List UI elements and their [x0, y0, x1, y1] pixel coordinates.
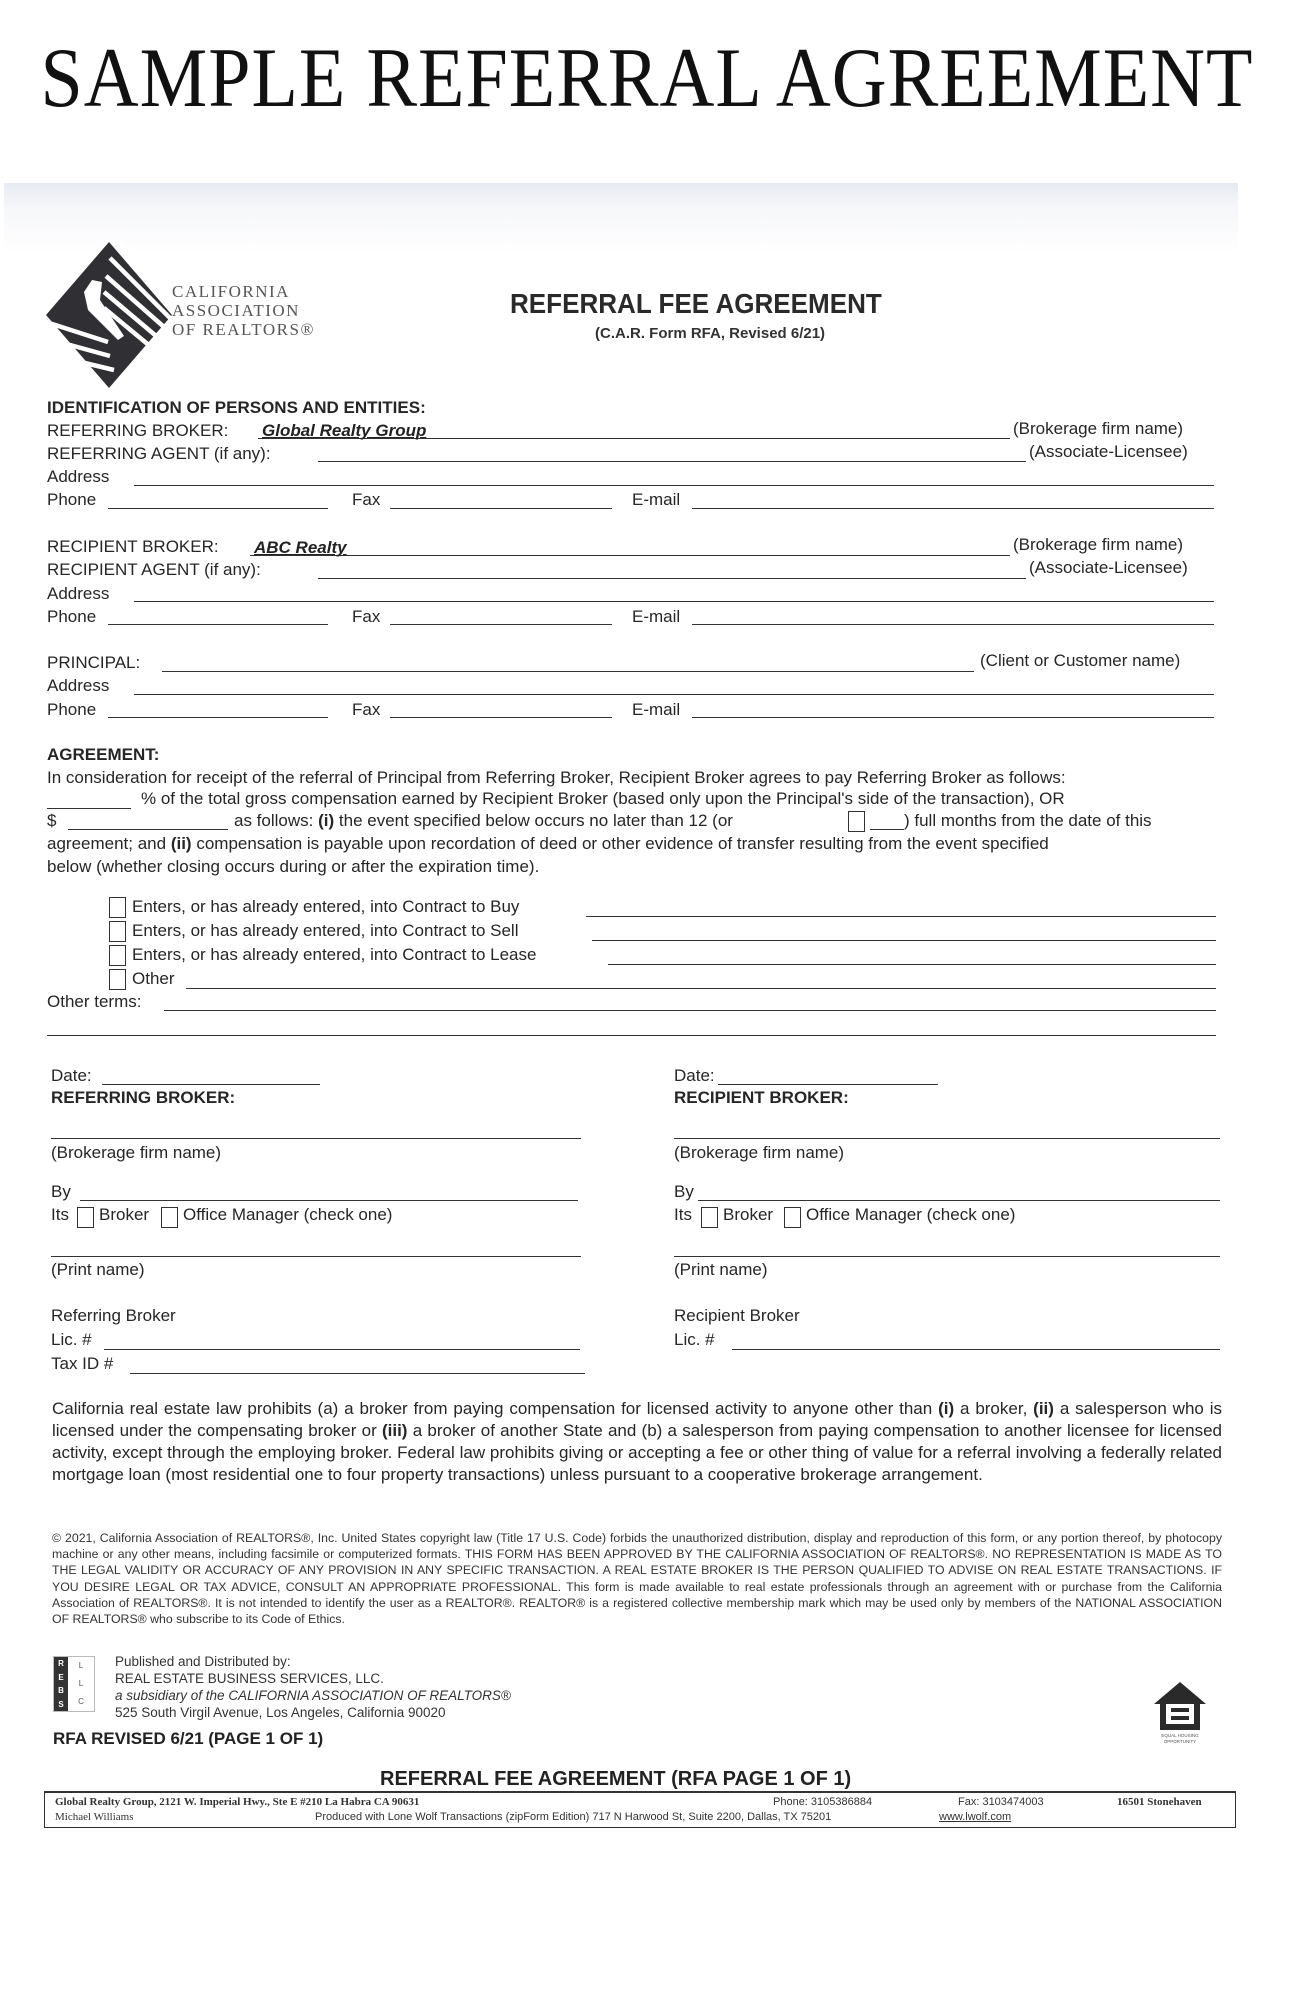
law-notice-marker-iii: (iii)	[381, 1421, 408, 1440]
referring-broker-value: Global Realty Group	[262, 421, 427, 440]
referring-fax-field[interactable]	[390, 508, 612, 509]
recipient-print-name-field[interactable]	[674, 1256, 1220, 1257]
rebs-letter: R	[58, 1659, 64, 1668]
principal-fax-label: Fax	[352, 700, 381, 719]
recipient-broker-value: ABC Realty	[254, 538, 347, 557]
law-notice-marker-ii: (ii)	[1033, 1399, 1054, 1418]
footer-title: REFERRAL FEE AGREEMENT (RFA PAGE 1 OF 1)	[380, 1768, 852, 1790]
contract-buy-checkbox[interactable]	[109, 897, 126, 918]
recipient-by-signature-field[interactable]	[698, 1200, 1220, 1201]
referring-agent-caption: (Associate-Licensee)	[1029, 442, 1188, 461]
referring-date-field[interactable]	[102, 1084, 320, 1085]
recipient-broker-caption: (Brokerage firm name)	[1013, 535, 1184, 554]
rebs-letter: E	[58, 1672, 64, 1682]
car-logo-icon	[44, 240, 174, 390]
dollar-amount-field[interactable]	[68, 829, 228, 830]
referring-lic-field[interactable]	[104, 1349, 580, 1350]
referring-lic-label: Lic. #	[51, 1330, 92, 1349]
footer-file-name: 16501 Stonehaven	[1117, 1796, 1202, 1808]
percent-field[interactable]	[47, 808, 131, 809]
recipient-manager-option: Office Manager (check one)	[806, 1205, 1016, 1224]
contract-buy-field[interactable]	[586, 916, 1216, 917]
footer-info-box	[44, 1791, 1236, 1828]
as-follows-text: as follows:	[234, 811, 314, 830]
referring-by-label: By	[51, 1182, 71, 1201]
equal-housing-icon	[1150, 1678, 1210, 1738]
footer-website-link[interactable]: www.lwolf.com	[939, 1811, 1012, 1823]
footer-office: Global Realty Group, 2121 W. Imperial Hwy., Ste E #210 La Habra CA 90631	[55, 1796, 420, 1808]
rebs-logo-light-column	[74, 1657, 88, 1711]
agreement-and-text: agreement; and	[47, 834, 167, 853]
recipient-fax-field[interactable]	[390, 624, 612, 625]
principal-fax-field[interactable]	[390, 717, 612, 718]
org-line-3: OF REALTORS®	[172, 320, 315, 339]
agreement-line-4	[47, 834, 1049, 854]
contract-sell-label: Enters, or has already entered, into Contract to Sell	[132, 921, 519, 940]
other-checkbox[interactable]	[109, 969, 126, 990]
rebs-letter: B	[58, 1686, 64, 1695]
referring-tax-field[interactable]	[130, 1373, 585, 1374]
clause-i-marker: (i)	[318, 811, 335, 830]
months-field[interactable]	[870, 829, 904, 830]
recipient-email-label: E-mail	[632, 607, 681, 626]
recipient-lic-label: Lic. #	[674, 1330, 715, 1349]
recipient-by-label: By	[674, 1182, 694, 1201]
page-banner-title: SAMPLE REFERRAL AGREEMENT	[40, 31, 1254, 126]
referring-address-label: Address	[47, 467, 110, 486]
recipient-broker-checkbox[interactable]	[701, 1207, 718, 1228]
recipient-broker-option: Broker	[723, 1205, 774, 1224]
contract-sell-field[interactable]	[592, 940, 1216, 941]
agreement-line-2: % of the total gross compensation earned by Recipient Broker (based only upon the Principal's side of the transaction), OR	[141, 789, 1065, 808]
principal-label: PRINCIPAL:	[47, 653, 141, 672]
copyright-notice: © 2021, California Association of REALTORS®, Inc. United States copyright law (Title 17 U.S. Code) forbids the unauthorized distribution, display and reproduction of this form, or any portion thereof, by photocopy machine or any other means, including facsimile or computerized formats. THIS FORM HAS BEEN APPROVED BY THE CALIFORNIA ASSOCIATION OF REALTORS®. NO REPRESENTATION IS MADE AS TO THE LEGAL VALIDITY OR ACCURACY OF ANY PROVISION IN ANY SPECIFIC TRANSACTION. A REAL ESTATE BROKER IS THE PERSON QUALIFIED TO ADVISE ON REAL ESTATE TRANSACTIONS. IF YOU DESIRE LEGAL OR TAX ADVICE, CONSULT AN APPROPRIATE PROFESSIONAL. This form is made available to real estate professionals through an agreement with or purchase from the California Association of REALTORS®. It is not intended to identify the user as a REALTOR®. REALTOR® is a registered collective membership mark which may be used only by members of the NATIONAL ASSOCIATION OF REALTORS® who subscribe to its Code of Ethics.	[52, 1531, 1222, 1627]
principal-phone-field[interactable]	[108, 717, 328, 718]
recipient-firm-caption: (Brokerage firm name)	[674, 1143, 845, 1162]
payable-text: compensation is payable upon recordation of deed or other evidence of transfer resulting from the event specified	[196, 834, 1049, 853]
publisher-line-1: Published and Distributed by:	[115, 1654, 291, 1669]
principal-phone-label: Phone	[47, 700, 97, 719]
referring-email-label: E-mail	[632, 490, 681, 509]
org-line-1: CALIFORNIA	[172, 282, 290, 301]
referring-fax-label: Fax	[352, 490, 381, 509]
recipient-agent-caption: (Associate-Licensee)	[1029, 558, 1188, 577]
footer-produced-by: Produced with Lone Wolf Transactions (zipForm Edition) 717 N Harwood St, Suite 2200, Dallas, TX 75201	[315, 1811, 832, 1823]
llc-letter: L	[78, 1679, 84, 1688]
rebs-letter: S	[58, 1699, 64, 1709]
referring-firm-field[interactable]	[51, 1138, 581, 1139]
referring-phone-label: Phone	[47, 490, 97, 509]
referring-broker-checkbox[interactable]	[77, 1207, 94, 1228]
recipient-address-field[interactable]	[134, 601, 1214, 602]
other-field[interactable]	[186, 988, 1216, 989]
recipient-agent-label: RECIPIENT AGENT (if any):	[47, 560, 261, 579]
recipient-print-caption: (Print name)	[674, 1260, 768, 1279]
other-label: Other	[132, 969, 175, 988]
recipient-email-field[interactable]	[692, 624, 1214, 625]
dollar-sign: $	[47, 811, 57, 830]
rebs-logo-dark-column	[54, 1657, 68, 1711]
agreement-line-3-c: ) full months from the date of this	[904, 811, 1152, 830]
recipient-date-field[interactable]	[718, 1084, 938, 1085]
car-org-name	[172, 282, 315, 339]
referring-phone-field[interactable]	[108, 508, 328, 509]
referring-manager-checkbox[interactable]	[161, 1207, 178, 1228]
recipient-address-label: Address	[47, 584, 110, 603]
form-title: REFERRAL FEE AGREEMENT	[510, 288, 882, 319]
referring-agent-label: REFERRING AGENT (if any):	[47, 444, 271, 463]
law-notice-part-3: a salesperson who is licensed under the compensating broker or	[52, 1399, 1222, 1440]
recipient-broker-field[interactable]	[250, 555, 1010, 556]
referring-manager-option: Office Manager (check one)	[183, 1205, 393, 1224]
principal-address-field[interactable]	[134, 694, 1214, 695]
law-notice-part-4: a broker of another State and (b) a salesperson from paying compensation to another licensee for licensed activity, except through the employing broker. Federal law prohibits giving or accepting a fee or other thing of value for a referral involving a federally related mortgage loan (most residential one to four property transactions) unless pursuant to a cooperative brokerage arrangement.	[52, 1421, 1223, 1484]
other-terms-field[interactable]	[164, 1010, 1216, 1011]
referring-broker-label: REFERRING BROKER:	[47, 421, 229, 440]
referring-broker-caption: (Brokerage firm name)	[1013, 419, 1184, 438]
equal-housing-label	[1148, 1733, 1212, 1745]
llc-letter: L	[78, 1661, 84, 1670]
recipient-fax-label: Fax	[352, 607, 381, 626]
referring-firm-caption: (Brokerage firm name)	[51, 1143, 222, 1162]
principal-field[interactable]	[162, 671, 974, 672]
law-notice	[52, 1398, 1222, 1486]
referring-broker-option: Broker	[99, 1205, 150, 1224]
agreement-line-1: In consideration for receipt of the referral of Principal from Referring Broker, Recipient Broker agrees to pay Referring Broker as follows:	[47, 768, 1066, 787]
referring-role-label: Referring Broker	[51, 1306, 176, 1325]
llc-letter: C	[78, 1697, 84, 1706]
identification-heading: IDENTIFICATION OF PERSONS AND ENTITIES:	[47, 398, 426, 417]
recipient-manager-checkbox[interactable]	[784, 1207, 801, 1228]
referring-by-signature-field[interactable]	[80, 1200, 578, 1201]
recipient-its-label: Its	[674, 1205, 692, 1224]
publisher-subsidiary: a subsidiary of the CALIFORNIA ASSOCIATION OF REALTORS®	[115, 1688, 511, 1703]
publisher-name: REAL ESTATE BUSINESS SERVICES, LLC.	[115, 1671, 384, 1686]
referring-date-label: Date:	[51, 1066, 92, 1085]
contract-lease-checkbox[interactable]	[109, 945, 126, 966]
law-notice-part-1: California real estate law prohibits (a) a broker from paying compensation for licensed activity to anyone other than	[52, 1399, 933, 1418]
agreement-heading: AGREEMENT:	[47, 745, 160, 764]
publisher-info	[115, 1653, 511, 1721]
footer-agent: Michael Williams	[55, 1811, 134, 1823]
referring-email-field[interactable]	[692, 508, 1214, 509]
contract-sell-checkbox[interactable]	[109, 921, 126, 942]
agreement-line-5: below (whether closing occurs during or after the expiration time).	[47, 857, 540, 876]
referring-print-name-field[interactable]	[51, 1256, 581, 1257]
form-subtitle: (C.A.R. Form RFA, Revised 6/21)	[595, 325, 826, 342]
recipient-date-label: Date:	[674, 1066, 715, 1085]
other-terms-label: Other terms:	[47, 992, 142, 1011]
recipient-phone-field[interactable]	[108, 624, 328, 625]
referring-agent-field[interactable]	[318, 461, 1026, 462]
clause-ii-marker: (ii)	[170, 834, 192, 853]
equal-housing-line-1: EQUAL HOUSING	[1161, 1733, 1199, 1738]
law-notice-part-2: a broker,	[960, 1399, 1028, 1418]
principal-caption: (Client or Customer name)	[980, 651, 1181, 670]
rebs-logo-icon	[53, 1656, 95, 1712]
law-notice-marker-i: (i)	[938, 1399, 955, 1418]
footer-phone: Phone: 3105386884	[773, 1796, 873, 1808]
recipient-agent-field[interactable]	[318, 578, 1026, 579]
footer-fax: Fax: 3103474003	[958, 1796, 1044, 1808]
contract-lease-field[interactable]	[608, 964, 1216, 965]
recipient-lic-field[interactable]	[732, 1349, 1220, 1350]
recipient-phone-label: Phone	[47, 607, 97, 626]
other-terms-field-2[interactable]	[47, 1035, 1216, 1036]
referring-address-field[interactable]	[134, 485, 1214, 486]
principal-email-field[interactable]	[692, 717, 1214, 718]
agreement-line-3-a	[234, 811, 733, 831]
recipient-broker-label: RECIPIENT BROKER:	[47, 537, 219, 556]
referring-tax-label: Tax ID #	[51, 1354, 114, 1373]
equal-housing-line-2: OPPORTUNITY	[1163, 1739, 1197, 1744]
principal-email-label: E-mail	[632, 700, 681, 719]
revision-label: RFA REVISED 6/21 (PAGE 1 OF 1)	[53, 1729, 324, 1748]
recipient-firm-field[interactable]	[674, 1138, 1220, 1139]
principal-address-label: Address	[47, 676, 110, 695]
org-line-2: ASSOCIATION	[172, 301, 300, 320]
referring-its-label: Its	[51, 1205, 69, 1224]
contract-buy-label: Enters, or has already entered, into Contract to Buy	[132, 897, 520, 916]
months-text: the event specified below occurs no later than 12 (or	[338, 811, 733, 830]
contract-lease-label: Enters, or has already entered, into Contract to Lease	[132, 945, 537, 964]
recipient-signature-heading: RECIPIENT BROKER:	[674, 1088, 849, 1107]
referring-signature-heading: REFERRING BROKER:	[51, 1088, 236, 1107]
referring-print-caption: (Print name)	[51, 1260, 145, 1279]
months-checkbox[interactable]	[848, 811, 865, 832]
publisher-address: 525 South Virgil Avenue, Los Angeles, California 90020	[115, 1705, 446, 1720]
recipient-role-label: Recipient Broker	[674, 1306, 800, 1325]
